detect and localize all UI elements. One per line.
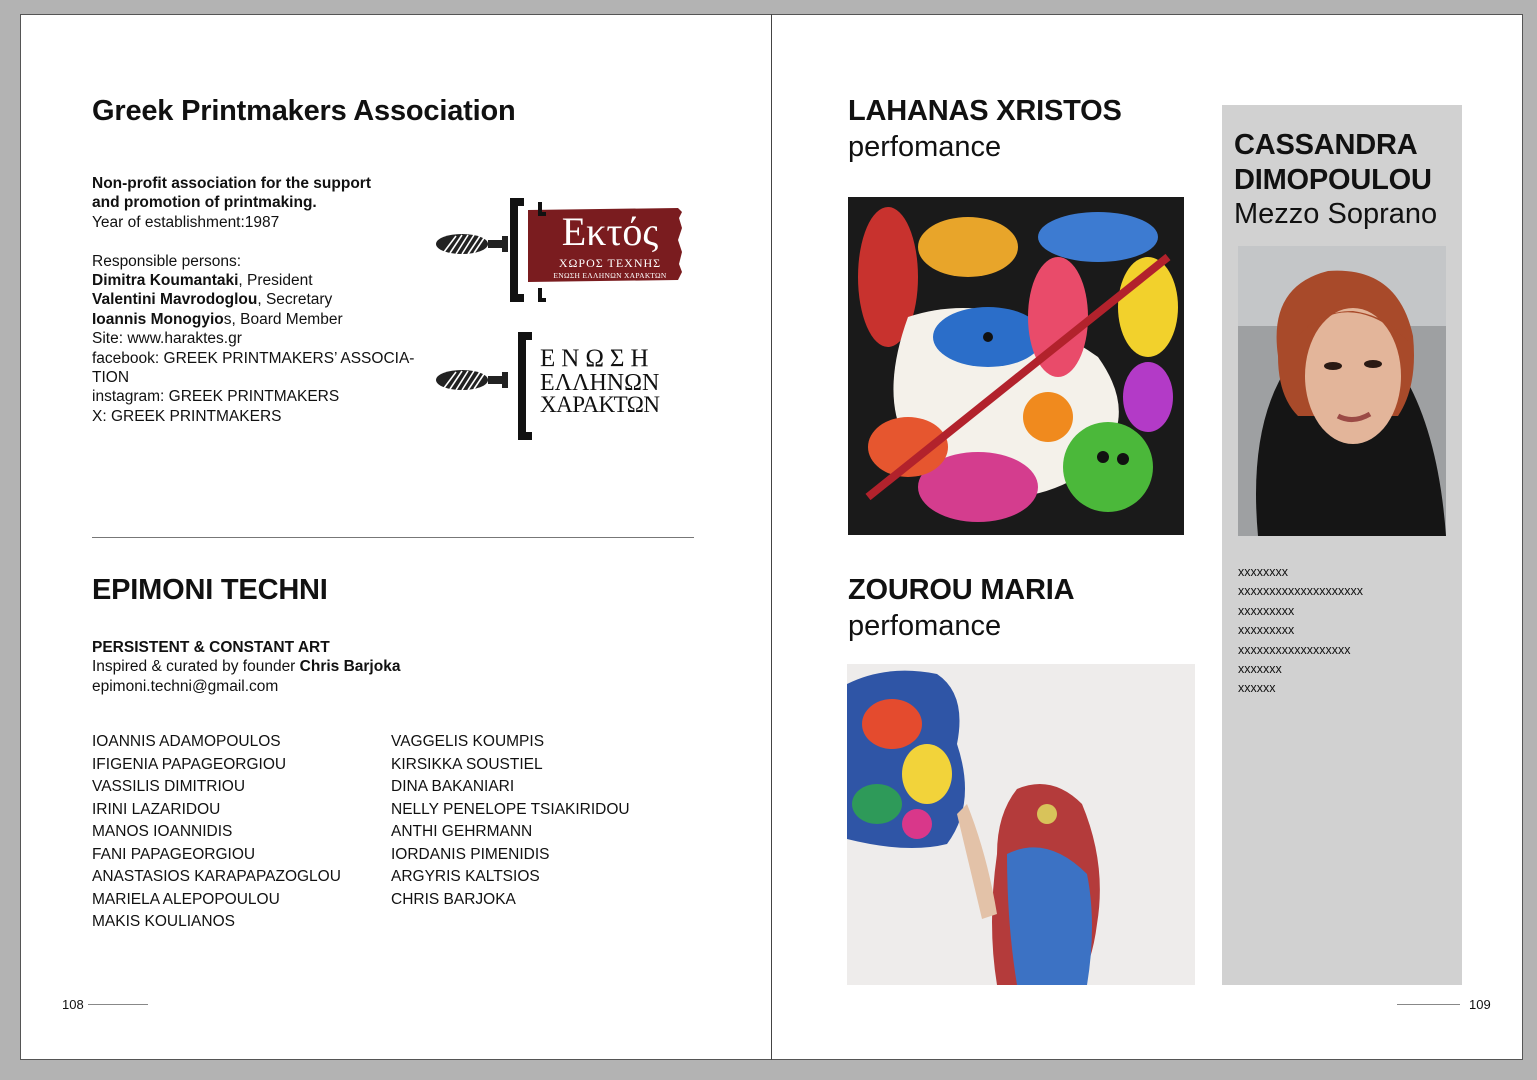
gpa-site: Site: www.haraktes.gr: [92, 330, 242, 348]
gpa-person: Dimitra Koumantaki, President: [92, 272, 313, 290]
cassandra-name: [1234, 128, 1432, 198]
artist-name: VASSILIS DIMITRIOU: [92, 778, 246, 795]
gpa-desc-2: and promotion of printmaking.: [92, 194, 317, 212]
page-rule-right: [1397, 1004, 1460, 1005]
artist-name: KIRSIKKA SOUSTIEL: [391, 755, 543, 773]
gpa-facebook: facebook: GREEK PRINTMAKERS’ ASSOCIA-: [92, 349, 415, 367]
artist-name: IFIGENIA PAPAGEORGIOU: [92, 755, 287, 773]
placeholder-line: xxxxxxxxxxxxxxxxxx: [1238, 642, 1351, 657]
enosi-line3: ΧΑΡΑΚΤΩΝ: [540, 392, 660, 417]
epimoni-info: [92, 638, 492, 696]
cassandra-sub: Mezzo Soprano: [1234, 198, 1438, 230]
gpa-person: Ioannis Monogyios, Board Member: [92, 310, 343, 328]
artist-name: DINA BAKANIARI: [391, 778, 515, 795]
artist-name: FANI PAPAGEORGIOU: [92, 845, 256, 863]
cassandra-panel: [1222, 105, 1462, 985]
artist-name: MAKIS KOULIANOS: [92, 913, 235, 930]
artist-name: ANTHI GEHRMANN: [391, 823, 533, 840]
ektos-wordmark: Εκτός: [561, 209, 659, 254]
ektos-logo: [436, 188, 686, 313]
artists-column-1: [92, 731, 341, 934]
artist-name: MANOS IOANNIDIS: [92, 823, 233, 840]
gpa-x: X: GREEK PRINTMAKERS: [92, 407, 282, 425]
artist-name: MARIELA ALEPOPOULOU: [92, 890, 280, 908]
section-divider: [92, 537, 694, 538]
epimoni-curated: Inspired & curated by founder Chris Barjoka: [92, 658, 401, 676]
page-number-right: 109: [1469, 997, 1491, 1012]
cassandra-name-1: CASSANDRA: [1234, 129, 1418, 161]
placeholder-line: xxxxxxxxx: [1238, 623, 1295, 638]
artist-name: ANASTASIOS KARAPAPAZOGLOU: [92, 868, 341, 885]
lahanas-artwork: [848, 197, 1184, 535]
placeholder-line: xxxxxxxx: [1238, 565, 1288, 579]
enosi-logo: [436, 330, 686, 445]
gpa-year: Year of establishment:1987: [92, 213, 280, 231]
lahanas-name: LAHANAS XRISTOS: [848, 95, 1122, 127]
gpa-desc-1: Non-profit association for the support: [92, 175, 371, 192]
artist-name: VAGGELIS KOUMPIS: [391, 733, 545, 750]
ektos-line1: ΧΩΡΟΣ ΤΕΧΝΗΣ: [558, 256, 662, 270]
artist-name: IORDANIS PIMENIDIS: [391, 845, 550, 863]
zourou-artwork-photo: [847, 664, 1195, 985]
gpa-title: Greek Printmakers Association: [92, 95, 516, 127]
artist-name: CHRIS BARJOKA: [391, 890, 516, 908]
epimoni-title: EPIMONI TECHNI: [92, 574, 328, 606]
enosi-line1: ΕΝΩΣΗ: [540, 345, 655, 372]
artists-column-2: [391, 731, 630, 911]
cassandra-name-2: DIMOPOULOU: [1234, 164, 1432, 196]
page-fold: [771, 14, 772, 1060]
gpa-person: Valentini Mavrodoglou, Secretary: [92, 291, 333, 309]
gpa-info: [92, 174, 422, 426]
gpa-responsible: Responsible persons:: [92, 252, 242, 270]
epimoni-email: epimoni.techni@gmail.com: [92, 677, 279, 695]
cassandra-placeholder-text: [1238, 563, 1363, 699]
placeholder-line: xxxxxxxxx: [1238, 603, 1295, 618]
artist-name: ARGYRIS KALTSIOS: [391, 868, 540, 885]
artist-name: IOANNIS ADAMOPOULOS: [92, 733, 281, 750]
zourou-sub: perfomance: [848, 610, 1002, 642]
gpa-instagram: instagram: GREEK PRINTMAKERS: [92, 388, 340, 406]
cassandra-portrait: [1238, 246, 1446, 536]
page-rule-left: [88, 1004, 148, 1005]
epimoni-tagline: PERSISTENT & CONSTANT ART: [92, 639, 330, 656]
ektos-line2: ΕΝΩΣΗ ΕΛΛΗΝΩΝ ΧΑΡΑΚΤΩΝ: [553, 271, 667, 280]
placeholder-line: xxxxxx: [1238, 681, 1276, 696]
artist-name: IRINI LAZARIDOU: [92, 800, 221, 818]
zourou-name: ZOUROU MARIA: [848, 574, 1075, 606]
lahanas-sub: perfomance: [848, 131, 1002, 163]
artist-name: NELLY PENELOPE TSIAKIRIDOU: [391, 800, 630, 818]
page-number-left: 108: [62, 997, 84, 1012]
placeholder-line: xxxxxxx: [1238, 662, 1282, 677]
placeholder-line: xxxxxxxxxxxxxxxxxxxx: [1238, 584, 1363, 599]
enosi-line2: ΕΛΛΗΝΩΝ: [540, 370, 660, 396]
gpa-facebook-cont: TION: [92, 369, 130, 387]
